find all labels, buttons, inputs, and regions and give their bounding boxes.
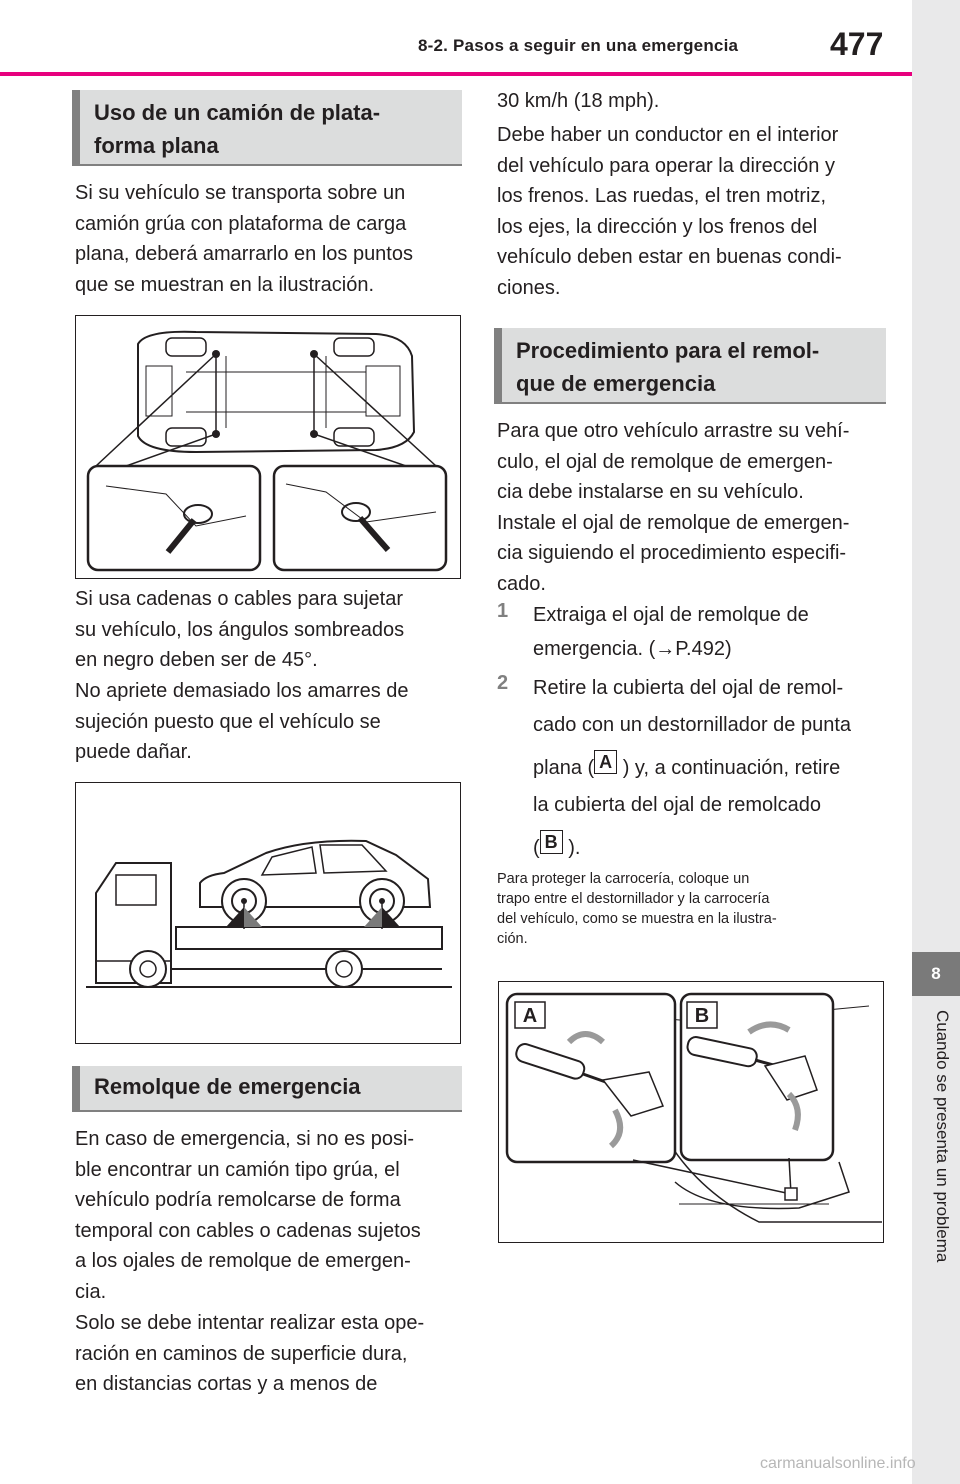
header-rule bbox=[0, 72, 912, 76]
text-line: ble encontrar un camión tipo grúa, el bbox=[75, 1158, 400, 1181]
paragraph-chain-angle bbox=[75, 584, 465, 676]
paragraph-emergency-towing bbox=[75, 1124, 465, 1307]
header-title: 8-2. Pasos a seguir en una emergencia bbox=[418, 36, 739, 55]
text-line: camión grúa con plataforma de carga bbox=[75, 212, 407, 235]
cover-removal-illustration bbox=[499, 982, 882, 1241]
section-title-line: Uso de un camión de plata- bbox=[94, 100, 381, 125]
text-line: temporal con cables o cadenas sujetos bbox=[75, 1219, 421, 1242]
section-title-line: que de emergencia bbox=[516, 371, 716, 396]
text-line: a los ojales de remolque de emergen- bbox=[75, 1250, 411, 1272]
text-line: En caso de emergencia, si no es posi- bbox=[75, 1128, 415, 1150]
text-line: en negro deben ser de 45°. bbox=[75, 649, 318, 671]
figure-label-a: A bbox=[522, 1005, 538, 1027]
text-line: Para que otro vehículo arrastre su vehí- bbox=[497, 420, 850, 442]
text-line: plana, deberá amarrarlo en los puntos bbox=[75, 243, 413, 265]
text-line: la cubierta del ojal de remolcado bbox=[533, 794, 821, 816]
text-line: puede dañar. bbox=[75, 741, 192, 763]
text-line: Retire la cubierta del ojal de remol- bbox=[533, 677, 844, 699]
text-line: su vehículo, los ángulos sombreados bbox=[75, 618, 405, 641]
section-title-flatbed bbox=[72, 90, 462, 166]
text-line bbox=[533, 750, 893, 787]
text-line: Si usa cadenas o cables para sujetar bbox=[75, 588, 403, 610]
vehicle-underside-illustration bbox=[76, 316, 459, 577]
text-line: del vehículo para operar la dirección y bbox=[497, 154, 835, 177]
text-line: ciones. bbox=[497, 276, 561, 299]
text-line: cia. bbox=[75, 1280, 107, 1303]
paragraph-driver-required bbox=[497, 120, 897, 303]
text-line bbox=[533, 830, 893, 867]
watermark: carmanualsonline.info bbox=[760, 1455, 916, 1472]
note-protect-body bbox=[497, 869, 897, 949]
text-line: del vehículo, como se muestra en la ilustra- bbox=[497, 911, 777, 927]
text-fragment: ). bbox=[568, 837, 581, 859]
section-title-emergency-towing bbox=[72, 1066, 462, 1112]
step-1-text bbox=[533, 598, 893, 666]
text-line: No apriete demasiado los amarres de bbox=[75, 680, 409, 702]
text-line: ración en caminos de superficie dura, bbox=[75, 1342, 408, 1365]
text-line: Si su vehículo se transporta sobre un bbox=[75, 182, 406, 204]
text-line: culo, el ojal de remolque de emergen- bbox=[497, 450, 833, 473]
paragraph-towing-conditions bbox=[75, 1308, 465, 1400]
text-line: Para proteger la carrocería, coloque un bbox=[497, 871, 750, 887]
section-title-line: Procedimiento para el remol- bbox=[516, 338, 820, 363]
text-line: ción. bbox=[497, 931, 528, 947]
chapter-title-tab: Cuando se presenta un problema bbox=[933, 1010, 952, 1263]
text-line: cado con un destornillador de punta bbox=[533, 714, 852, 736]
text-line: que se muestran en la ilustración. bbox=[75, 273, 375, 296]
text-line: los ejes, la dirección y los frenos del bbox=[497, 215, 818, 238]
section-title-towing-procedure bbox=[494, 328, 886, 404]
text-fragment: ) y, a continuación, retire bbox=[622, 757, 841, 779]
figure-tie-down-points bbox=[75, 315, 461, 579]
label-a-box: A bbox=[594, 750, 617, 774]
flatbed-truck-illustration bbox=[76, 783, 459, 1042]
text-line: vehículo podría remolcarse de forma bbox=[75, 1189, 401, 1211]
figure-flatbed-truck bbox=[75, 782, 461, 1044]
paragraph-towing-procedure bbox=[497, 416, 897, 599]
text-line: Debe haber un conductor en el interior bbox=[497, 124, 839, 146]
text-line: en distancias cortas y a menos de bbox=[75, 1373, 378, 1395]
page-reference-link[interactable]: emergencia. (→P.492) bbox=[533, 638, 732, 660]
text-line: 30 km/h (18 mph). bbox=[497, 90, 660, 112]
label-b-box: B bbox=[540, 830, 563, 854]
section-title-line: forma plana bbox=[94, 133, 219, 158]
text-line: Extraiga el ojal de remolque de bbox=[533, 604, 809, 626]
text-line: Instale el ojal de remolque de emergen- bbox=[497, 511, 850, 534]
text-line: cia siguiendo el procedimiento especifi- bbox=[497, 542, 847, 564]
text-fragment: ( bbox=[533, 837, 540, 859]
figure-label-b: B bbox=[694, 1005, 710, 1027]
page-number: 477 bbox=[830, 26, 884, 62]
text-line: sujeción puesto que el vehículo se bbox=[75, 710, 381, 733]
text-line: Solo se debe intentar realizar esta ope- bbox=[75, 1312, 425, 1334]
text-line: los frenos. Las ruedas, el tren motriz, bbox=[497, 185, 827, 207]
step-2-number: 2 bbox=[497, 672, 509, 694]
paragraph-speed-continued bbox=[497, 86, 897, 117]
text-line: vehículo deben estar en buenas condi- bbox=[497, 246, 842, 268]
text-line: trapo entre el destornillador y la carrocería bbox=[497, 891, 770, 907]
figure-remove-cover bbox=[498, 981, 884, 1243]
section-title-line: Remolque de emergencia bbox=[94, 1074, 361, 1099]
chapter-number-tab[interactable]: 8 bbox=[912, 952, 960, 996]
step-1-number: 1 bbox=[497, 600, 509, 622]
text-line: cado. bbox=[497, 572, 546, 595]
step-2-text bbox=[533, 670, 893, 867]
text-line: cia debe instalarse en su vehículo. bbox=[497, 481, 804, 503]
text-fragment: plana ( bbox=[533, 757, 595, 779]
paragraph-flatbed-intro bbox=[75, 178, 465, 300]
paragraph-tighten-warning bbox=[75, 676, 465, 768]
